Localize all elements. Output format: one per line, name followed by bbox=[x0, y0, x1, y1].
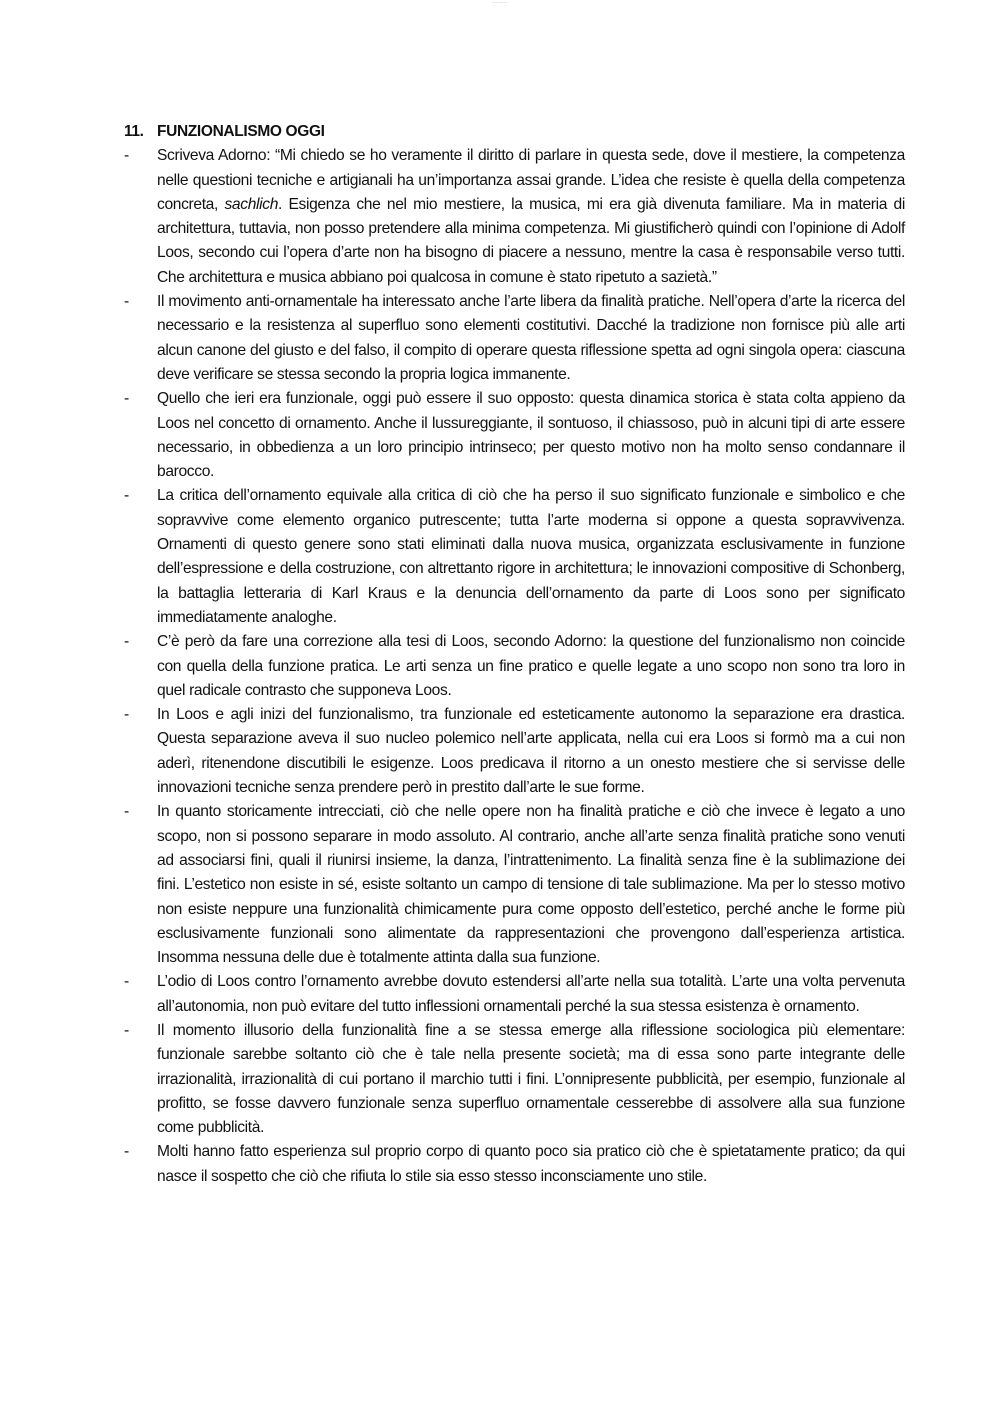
paragraph-text bbox=[157, 144, 905, 290]
list-item bbox=[124, 387, 905, 484]
bullet-dash: - bbox=[124, 633, 129, 651]
bullet-dash: - bbox=[124, 1143, 129, 1161]
paragraph-text: Il movimento anti-ornamentale ha interessato anche l’arte libera da finalità pratiche. Nell’opera d’arte la ricerca del necessario e la resistenza al superfluo sono elementi costitutivi. Dacché la tradizione non fornisce più alle arti alcun canone del giusto e del falso, il compito di operare questa riflessione spetta ad ogni singola opera: ciascuna deve verificare se stessa secondo la propria logica immanente. bbox=[157, 293, 905, 383]
bullet-dash: - bbox=[124, 390, 129, 408]
list-item bbox=[124, 1140, 905, 1189]
list-item bbox=[124, 970, 905, 1019]
bullet-dash: - bbox=[124, 803, 129, 821]
paragraph-text-before: Scriveva Adorno: “Mi chiedo se ho veramente il diritto di parlare in questa sede, dove il mestiere, la competenza nelle questioni tecniche e artigianali ha un’importanza assai grande. L’idea che resiste è quella della competenza concreta, bbox=[157, 147, 905, 213]
section-heading bbox=[124, 120, 905, 144]
bullet-dash: - bbox=[124, 293, 129, 311]
list-item bbox=[124, 290, 905, 387]
bullet-dash: - bbox=[124, 1021, 129, 1039]
list-item bbox=[124, 1019, 905, 1140]
paragraph-text: Molti hanno fatto esperienza sul proprio corpo di quanto poco sia pratico ciò che è spietatamente pratico; da qui nasce il sospetto che ciò che rifiuta lo stile sia esso stesso inconsciamente uno stile. bbox=[157, 1143, 905, 1185]
list-item bbox=[124, 484, 905, 630]
paragraph-text: C’è però da fare una correzione alla tesi di Loos, secondo Adorno: la questione del funzionalismo non coincide con quella della funzione pratica. Le arti senza un fine pratico e quelle legate a uno scopo non sono tra loro in quel radicale contrasto che supponeva Loos. bbox=[157, 633, 905, 699]
paragraph-text: La critica dell’ornamento equivale alla critica di ciò che ha perso il suo significato funzionale e simbolico e che sopravvive come elemento organico putrescente; tutta l’arte moderna si oppone a questa sopravvivenza. Ornamenti di questo genere sono stati eliminati dalla nuova musica, organizzata esclusivamente in funzione dell’espressione e della costruzione, con altrettanto rigore in architettura; le innovazioni compositive di Schonberg, la battaglia letteraria di Karl Kraus e la denuncia dell’ornamento da parte di Loos sono per significato immediatamente analoghe. bbox=[157, 487, 905, 626]
paragraph-text: In quanto storicamente intrecciati, ciò che nelle opere non ha finalità pratiche e ciò che invece è legato a uno scopo, non si possono separare in modo assoluto. Al contrario, anche all’arte senza finalità pratiche sono venuti ad associarsi fini, quali il riunirsi insieme, la danza, l’intrattenimento. La finalità senza fine è la sublimazione dei fini. L’estetico non esiste in sé, esiste soltanto un campo di tensione di tale sublimazione. Ma per lo stesso motivo non esiste neppure una funzionalità chimicamente pura come opposto dell’estetico, perché anche le forme più esclusivamente funzionali sono alimentate da rappresentazioni che provengono dall’esperienza artistica. Insomma nessuna delle due è totalmente attinta dalla sua funzione. bbox=[157, 803, 905, 967]
paragraph-text: Il momento illusorio della funzionalità fine a se stessa emerge alla riflessione sociologica più elementare: funzionale sarebbe soltanto ciò che è tale nella presente società; ma di essa sono parte integrante delle irrazionalità, irrazionalità di cui portano il marchio tutti i fini. L’onnipresente pubblicità, per esempio, funzionale al profitto, se fosse davvero funzionale senza superfluo ornamentale cesserebbe di assolvere alla sua funzione come pubblicità. bbox=[157, 1021, 905, 1137]
paragraph-text: L’odio di Loos contro l’ornamento avrebbe dovuto estendersi all’arte nella sua totalità. L’arte una volta pervenuta all’autonomia, non può evitare del tutto inflessioni ornamentali perché la sua stessa esistenza è ornamento. bbox=[157, 973, 905, 1015]
bullet-dash: - bbox=[124, 973, 129, 991]
bullet-list bbox=[124, 144, 905, 1189]
paragraph-text: Quello che ieri era funzionale, oggi può essere il suo opposto: questa dinamica storica è stata colta appieno da Loos nel concetto di ornamento. Anche il lussureggiante, il sontuoso, il chiassoso, può in alcuni tipi di arte essere necessario, in obbedienza a un loro principio intrinseco; per questo motivo non ha molto senso condannare il barocco. bbox=[157, 390, 905, 481]
paragraph-text-after: . Esigenza che nel mio mestiere, la musica, mi era già divenuta familiare. Ma in materia di architettura, tuttavia, non posso pretendere alla minima competenza. Mi giustificherò quindi con l’opinione di Adolf Loos, secondo cui l’opera d’arte non ha bisogno di piacere a nessuno, mentre la casa è responsabile verso tutti. Che architettura e musica abbiano poi qualcosa in comune è stato ripetuto a sazietà.” bbox=[157, 195, 905, 286]
list-item bbox=[124, 144, 905, 290]
page-header-mark: ── ─── bbox=[492, 0, 508, 5]
list-item bbox=[124, 800, 905, 970]
bullet-dash: - bbox=[124, 706, 129, 724]
section-number: 11. bbox=[124, 123, 144, 140]
page-content bbox=[124, 120, 905, 1189]
list-item bbox=[124, 703, 905, 800]
section-title: FUNZIONALISMO OGGI bbox=[157, 123, 325, 140]
bullet-dash: - bbox=[124, 487, 129, 505]
list-item bbox=[124, 630, 905, 703]
paragraph-text: In Loos e agli inizi del funzionalismo, tra funzionale ed esteticamente autonomo la separazione era drastica. Questa separazione aveva il suo nucleo polemico nell’arte applicata, nella cui era Loos si formò ma a cui non aderì, ritenendone discutibili le esigenze. Loos predicava il ritorno a un onesto mestiere che si servisse delle innovazioni tecniche senza prendere però in prestito dall’arte le sue forme. bbox=[157, 706, 905, 797]
bullet-dash: - bbox=[124, 147, 129, 165]
emphasis-word: sachlich bbox=[224, 195, 279, 213]
